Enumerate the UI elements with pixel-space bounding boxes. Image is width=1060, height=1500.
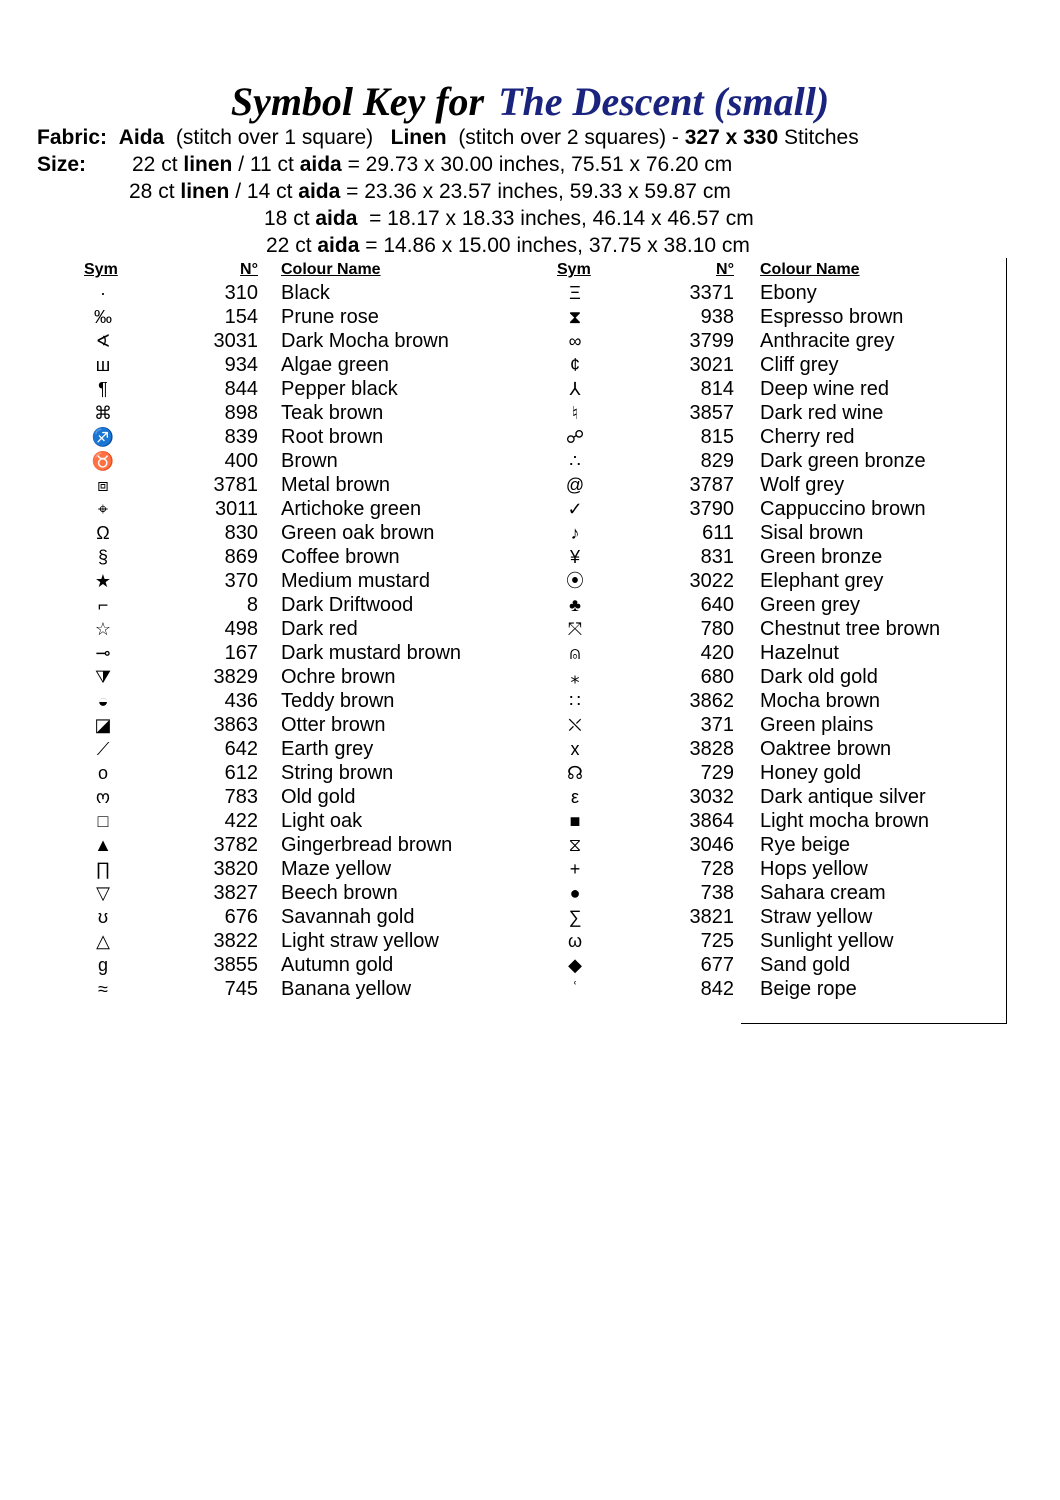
dmc-number: 3863 — [213, 714, 258, 736]
right-table-row — [0, 545, 1060, 569]
colour-name: Light oak — [281, 810, 363, 832]
size-1-b: linen — [183, 153, 233, 176]
colour-name: Brown — [281, 450, 338, 472]
dmc-number: 3829 — [213, 666, 258, 688]
dmc-number: 611 — [702, 522, 734, 544]
right-table-row — [0, 569, 1060, 593]
dmc-number: 8 — [246, 594, 258, 616]
dmc-number: 422 — [224, 810, 258, 832]
symbol: ▲ — [94, 835, 112, 855]
dmc-number: 3864 — [689, 810, 734, 832]
header-num-right: N° — [716, 261, 734, 278]
symbol: ⧩ — [94, 667, 112, 687]
pattern-name: The Descent (small) — [498, 79, 830, 124]
dmc-number: 3821 — [689, 906, 734, 928]
symbol: ∑ — [568, 907, 582, 927]
dmc-number: 3828 — [689, 738, 734, 760]
size-3-d: aida — [315, 207, 358, 230]
colour-name: Beige rope — [760, 978, 857, 1000]
size-2-d: aida — [298, 180, 341, 203]
colour-name: Rye beige — [760, 834, 851, 856]
title-prefix: Symbol Key for — [230, 79, 485, 124]
colour-name: Elephant grey — [760, 570, 884, 592]
symbol: g — [97, 955, 108, 975]
symbol: ⁎ — [570, 667, 580, 687]
colour-name: Dark old gold — [760, 666, 878, 688]
table-border-right — [1006, 258, 1007, 1024]
symbol: § — [97, 547, 108, 567]
right-table-row — [0, 617, 1060, 641]
size-3-e: = 18.17 x 18.33 inches, 46.14 x 46.57 cm — [357, 207, 754, 230]
symbol: ⌐ — [97, 595, 109, 615]
symbol: + — [569, 859, 581, 879]
symbol: ● — [569, 883, 581, 903]
size-2-b: linen — [180, 180, 230, 203]
colour-name: Cappuccino brown — [760, 498, 926, 520]
fabric-linen: Linen — [390, 126, 447, 149]
right-table-row — [0, 449, 1060, 473]
dmc-number: 830 — [224, 522, 258, 544]
right-table-row — [0, 737, 1060, 761]
colour-name: Ebony — [760, 282, 817, 304]
dmc-number: 3827 — [213, 882, 258, 904]
colour-name: Light mocha brown — [760, 810, 929, 832]
colour-name: Prune rose — [281, 306, 379, 328]
dmc-number: 640 — [700, 594, 734, 616]
dmc-number: 815 — [700, 426, 734, 448]
symbol: ш — [95, 355, 111, 375]
symbol: ◒ — [97, 691, 109, 711]
dmc-number: 3790 — [689, 498, 734, 520]
fabric-aida: Aida — [118, 126, 165, 149]
right-table-row — [0, 353, 1060, 377]
dmc-number: 938 — [700, 306, 734, 328]
size-1-d: aida — [299, 153, 342, 176]
colour-name: Metal brown — [281, 474, 390, 496]
dmc-number: 3046 — [689, 834, 734, 856]
dmc-number: 436 — [224, 690, 258, 712]
colour-name: Straw yellow — [760, 906, 873, 928]
right-table-row — [0, 665, 1060, 689]
right-table-row — [0, 833, 1060, 857]
colour-name: Teak brown — [281, 402, 384, 424]
colour-name: Honey gold — [760, 762, 862, 784]
colour-name: Dark antique silver — [760, 786, 926, 808]
right-table-row — [0, 281, 1060, 305]
dmc-number: 3011 — [214, 498, 258, 520]
dmc-number: 677 — [700, 954, 734, 976]
right-table-row — [0, 689, 1060, 713]
colour-name: Black — [281, 282, 330, 304]
symbol: ‰ — [94, 307, 112, 327]
dmc-number: 3371 — [689, 282, 734, 304]
size-2-e: = 23.36 x 23.57 inches, 59.33 x 59.87 cm — [340, 180, 731, 203]
right-table-row — [0, 401, 1060, 425]
symbol: x — [570, 739, 580, 759]
colour-name: Cherry red — [760, 426, 855, 448]
symbol: ♮ — [571, 403, 579, 423]
dmc-number: 728 — [700, 858, 734, 880]
symbol: @ — [565, 475, 585, 495]
colour-name: Maze yellow — [281, 858, 392, 880]
symbol: Ω — [96, 523, 110, 543]
symbol: ⛌ — [568, 715, 582, 735]
symbol: ♉ — [91, 451, 115, 471]
colour-name: Ochre brown — [281, 666, 396, 688]
symbol: ♐ — [91, 427, 115, 447]
colour-name: Light straw yellow — [281, 930, 439, 952]
size-4-a: 22 ct — [266, 234, 318, 257]
symbol: △ — [96, 931, 110, 951]
header-name-right: Colour Name — [760, 261, 860, 278]
size-line-4 — [266, 233, 750, 259]
colour-name: Gingerbread brown — [281, 834, 453, 856]
dmc-number: 371 — [700, 714, 734, 736]
symbol: ¥ — [569, 547, 580, 567]
colour-name: Dark red — [281, 618, 358, 640]
symbol: ∷ — [569, 691, 581, 711]
dmc-number: 154 — [224, 306, 258, 328]
colour-name: Anthracite grey — [760, 330, 895, 352]
symbol: ≈ — [98, 979, 108, 999]
dmc-number: 780 — [700, 618, 734, 640]
right-table-row — [0, 761, 1060, 785]
dmc-number: 3822 — [213, 930, 258, 952]
size-1-c: / 11 ct — [232, 153, 300, 176]
symbol: · — [100, 283, 106, 303]
colour-name: Beech brown — [281, 882, 398, 904]
dmc-number: 3032 — [689, 786, 734, 808]
colour-name: Chestnut tree brown — [760, 618, 941, 640]
size-2-c: / 14 ct — [229, 180, 299, 203]
size-4-d: aida — [317, 234, 360, 257]
colour-name: Sand gold — [760, 954, 851, 976]
colour-name: Hops yellow — [760, 858, 868, 880]
symbol: ⧖ — [568, 835, 582, 855]
colour-name: Dark green bronze — [760, 450, 926, 472]
header-name-left: Colour Name — [281, 261, 381, 278]
symbol: ⍝ — [569, 643, 581, 663]
symbol: ო — [95, 787, 111, 807]
dmc-number: 3781 — [213, 474, 258, 496]
symbol: ∴ — [569, 451, 581, 471]
colour-name: Savannah gold — [281, 906, 415, 928]
colour-name: Green oak brown — [281, 522, 435, 544]
stitch-count: 327 x 330 — [684, 126, 779, 149]
symbol: ☆ — [94, 619, 112, 639]
table-border-bottom — [741, 1023, 1007, 1024]
symbol: ♪ — [570, 523, 580, 543]
colour-name: Espresso brown — [760, 306, 904, 328]
dmc-number: 3787 — [689, 474, 734, 496]
symbol: ♣ — [569, 595, 581, 615]
dmc-number: 420 — [700, 642, 734, 664]
right-table-row — [0, 425, 1060, 449]
symbol: ■ — [569, 811, 581, 831]
symbol: ∢ — [95, 331, 111, 351]
dmc-number: 400 — [224, 450, 258, 472]
page-title — [0, 78, 1060, 126]
colour-name: Pepper black — [281, 378, 398, 400]
symbol: ¶ — [98, 379, 108, 399]
colour-name: Teddy brown — [281, 690, 395, 712]
dmc-number: 814 — [700, 378, 734, 400]
colour-name: Otter brown — [281, 714, 386, 736]
dmc-number: 310 — [224, 282, 258, 304]
dmc-number: 3022 — [689, 570, 734, 592]
dmc-number: 3820 — [213, 858, 258, 880]
colour-name: Wolf grey — [760, 474, 845, 496]
colour-name: Autumn gold — [281, 954, 394, 976]
dmc-number: 3862 — [689, 690, 734, 712]
right-table-row — [0, 953, 1060, 977]
size-2-a: 28 ct — [129, 180, 181, 203]
fabric-line — [37, 125, 859, 151]
symbol: ⧈ — [97, 475, 109, 495]
dmc-number: 680 — [700, 666, 734, 688]
colour-name: Dark mustard brown — [281, 642, 462, 664]
header-sym-left: Sym — [84, 261, 118, 278]
fabric-aida-note: (stitch over 1 square) — [175, 126, 374, 149]
dmc-number: 738 — [700, 882, 734, 904]
size-1-e: = 29.73 x 30.00 inches, 75.51 x 76.20 cm — [341, 153, 733, 176]
dmc-number: 612 — [224, 762, 258, 784]
dmc-number: 3799 — [689, 330, 734, 352]
colour-name: Mocha brown — [760, 690, 881, 712]
dmc-number: 3857 — [689, 402, 734, 424]
symbol: ☊ — [567, 763, 583, 783]
colour-name: Earth grey — [281, 738, 374, 760]
dmc-number: 642 — [224, 738, 258, 760]
size-4-e: = 14.86 x 15.00 inches, 37.75 x 38.10 cm — [359, 234, 750, 257]
symbol: ✓ — [567, 499, 583, 519]
dmc-number: 167 — [224, 642, 258, 664]
colour-name: Deep wine red — [760, 378, 889, 400]
colour-name: Green bronze — [760, 546, 883, 568]
dmc-number: 370 — [224, 570, 258, 592]
right-table-row — [0, 785, 1060, 809]
dmc-number: 898 — [224, 402, 258, 424]
right-table-row — [0, 905, 1060, 929]
right-table-row — [0, 641, 1060, 665]
colour-name: Old gold — [281, 786, 356, 808]
size-3-a: 18 ct — [264, 207, 316, 230]
symbol: ⟋ — [96, 739, 110, 759]
size-line-2 — [129, 179, 731, 205]
symbol: □ — [97, 811, 109, 831]
right-table-row — [0, 593, 1060, 617]
colour-name: Dark red wine — [760, 402, 884, 424]
dmc-number: 842 — [700, 978, 734, 1000]
right-table-row — [0, 377, 1060, 401]
dmc-number: 3021 — [689, 354, 734, 376]
colour-name: Cliff grey — [760, 354, 839, 376]
symbol: Ξ — [569, 283, 581, 303]
symbol: ⊸ — [95, 643, 111, 663]
dmc-number: 783 — [224, 786, 258, 808]
symbol: ⌖ — [97, 499, 109, 519]
right-table-row — [0, 329, 1060, 353]
colour-name: Sunlight yellow — [760, 930, 894, 952]
symbol: ⤧ — [567, 619, 583, 639]
size-label: Size: — [37, 153, 87, 176]
right-table-row — [0, 977, 1060, 1001]
symbol: ⧗ — [568, 307, 582, 327]
dmc-number: 3782 — [213, 834, 258, 856]
colour-name: Oaktree brown — [760, 738, 892, 760]
colour-name: Algae green — [281, 354, 389, 376]
header-sym-right: Sym — [557, 261, 591, 278]
header-num-left: N° — [240, 261, 258, 278]
colour-name: Sisal brown — [760, 522, 864, 544]
size-label-line — [37, 152, 86, 178]
fabric-linen-note: (stitch over 2 squares) - — [458, 126, 679, 149]
dmc-number: 869 — [224, 546, 258, 568]
right-table-row — [0, 881, 1060, 905]
dmc-number: 725 — [700, 930, 734, 952]
dmc-number: 839 — [224, 426, 258, 448]
dmc-number: 3855 — [213, 954, 258, 976]
size-line-3 — [264, 206, 754, 232]
right-table-row — [0, 713, 1060, 737]
dmc-number: 729 — [700, 762, 734, 784]
right-table-row — [0, 305, 1060, 329]
colour-name: Banana yellow — [281, 978, 412, 1000]
size-line-1 — [132, 152, 732, 178]
right-table-row — [0, 497, 1060, 521]
right-table-row — [0, 521, 1060, 545]
symbol: ¢ — [569, 355, 580, 375]
symbol: ◆ — [568, 955, 582, 975]
right-table-row — [0, 929, 1060, 953]
colour-name: String brown — [281, 762, 394, 784]
dmc-number: 745 — [224, 978, 258, 1000]
colour-name: Sahara cream — [760, 882, 886, 904]
symbol: ʿ — [572, 979, 578, 999]
dmc-number: 829 — [700, 450, 734, 472]
symbol: ∏ — [95, 859, 111, 879]
symbol: o — [97, 763, 108, 783]
right-table-row — [0, 473, 1060, 497]
symbol: ⌘ — [94, 403, 112, 423]
symbol: ☍ — [565, 427, 585, 447]
dmc-number: 498 — [224, 618, 258, 640]
symbol: ◪ — [94, 715, 112, 735]
dmc-number: 3031 — [213, 330, 258, 352]
colour-name: Dark Driftwood — [281, 594, 414, 616]
colour-name: Artichoke green — [281, 498, 422, 520]
colour-name: Medium mustard — [281, 570, 430, 592]
colour-name: Green plains — [760, 714, 874, 736]
colour-name: Root brown — [281, 426, 384, 448]
dmc-number: 844 — [224, 378, 258, 400]
right-table-row — [0, 809, 1060, 833]
symbol: ε — [570, 787, 580, 807]
symbol: ⦿ — [566, 571, 584, 591]
symbol: ʊ — [97, 907, 109, 927]
right-table-row — [0, 857, 1060, 881]
stitches-word: Stitches — [784, 126, 859, 149]
symbol: ∞ — [568, 331, 582, 351]
dmc-number: 831 — [700, 546, 734, 568]
symbol: ω — [567, 931, 583, 951]
colour-name: Green grey — [760, 594, 861, 616]
colour-name: Dark Mocha brown — [281, 330, 449, 352]
symbol: ★ — [94, 571, 112, 591]
symbol: ▽ — [96, 883, 110, 903]
size-1-a: 22 ct — [132, 153, 184, 176]
dmc-number: 934 — [224, 354, 258, 376]
dmc-number: 676 — [224, 906, 258, 928]
colour-name: Coffee brown — [281, 546, 400, 568]
fabric-label: Fabric: — [37, 126, 108, 149]
symbol: ⅄ — [569, 379, 581, 399]
colour-name: Hazelnut — [760, 642, 839, 664]
